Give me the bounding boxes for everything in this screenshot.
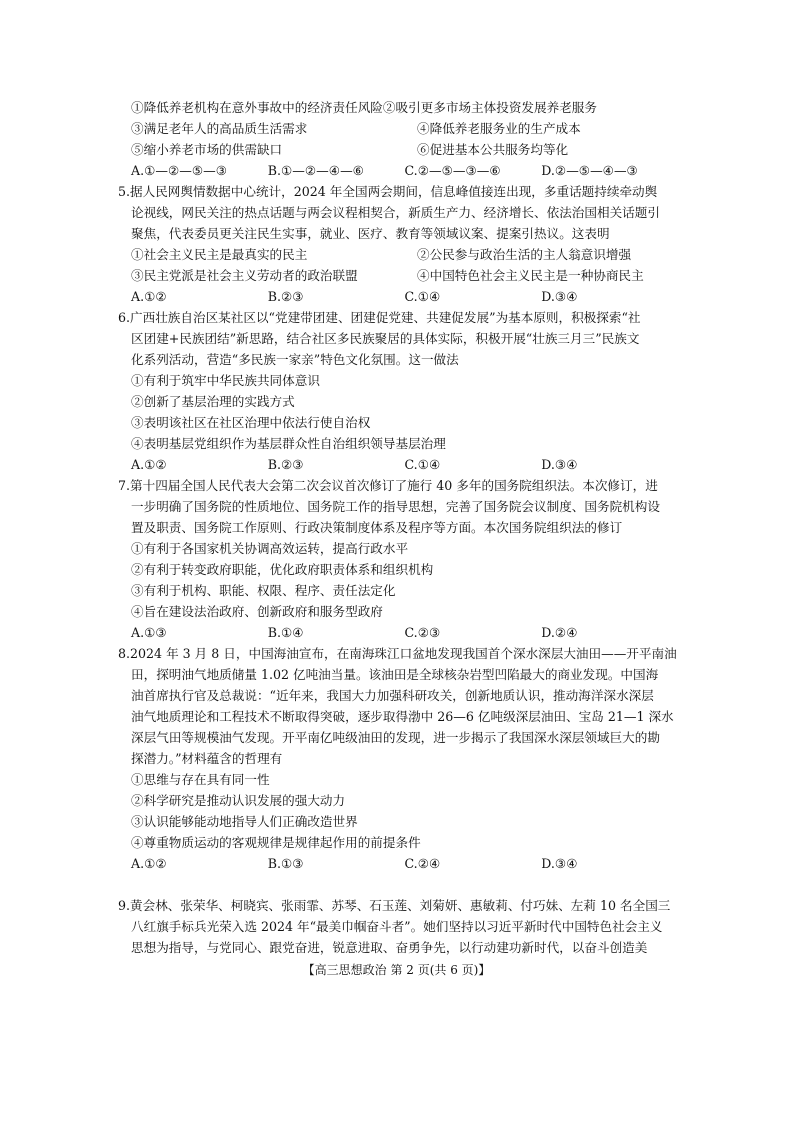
choice-a[interactable]: A.①② (131, 457, 167, 472)
statement: ③认识能够能动地指导人们正确改造世界 (131, 814, 358, 829)
question-stem-line: 油气地质理论和工程技术不断取得突破，逐步取得渤中 26—6 亿吨级深层油田、宝岛 21—1 深水 (131, 709, 674, 724)
question-stem-line: 探潜力。”材料蕴含的哲理有 (131, 751, 283, 766)
choice-c[interactable]: C.②③ (404, 625, 441, 640)
statement: ①有利于筑牢中华民族共同体意识 (131, 373, 320, 388)
choice-d[interactable]: D.③④ (541, 856, 578, 871)
question-stem-line: 区团建+民族团结”新思路，结合社区多民族聚居的具体实际，积极开展“壮族三月三”民族文 (131, 331, 640, 346)
statement: ①有利于各国家机关协调高效运转，提高行政水平 (131, 541, 409, 556)
question-stem-line: 思想为指导，与党同心、跟党奋进，锐意进取、奋勇争先，以行动建功新时代，以奋斗创造美 (131, 940, 648, 955)
question-9 (118, 895, 678, 958)
question-stem-line: 6.广西壮族自治区某社区以“党建带团建、团建促党建、共建促发展”为基本原则，积极探索“社 (118, 310, 641, 325)
page-footer: 【高三思想政治 第 2 页(共 6 页)】 (302, 963, 491, 977)
question-stem-line: 论视线，网民关注的热点话题与两会议程相契合，新质生产力、经济增长、依法治国相关话题引 (131, 205, 660, 220)
statement: ④降低养老服务业的生产成本 (417, 121, 581, 136)
choice-a[interactable]: A.①② (131, 856, 167, 871)
choice-row (118, 853, 678, 874)
statement: ①社会主义民主是最真实的民主 (131, 247, 308, 262)
statement: ②创新了基层治理的实践方式 (131, 394, 295, 409)
question-7 (118, 475, 678, 643)
choice-row (118, 160, 678, 181)
choice-b[interactable]: B.①—②—④—⑥ (267, 163, 364, 178)
statement: ①思维与存在具有同一性 (131, 772, 270, 787)
choice-a[interactable]: A.①③ (131, 625, 167, 640)
question-stem-line: 7.第十四届全国人民代表大会第二次会议首次修订了施行 40 多年的国务院组织法。本次修订，进 (118, 478, 658, 493)
statement-row (118, 139, 678, 160)
question-stem-line: 9.黄会林、张荣华、柯晓宾、张雨霏、苏琴、石玉莲、刘菊妍、惠敏莉、付巧妹、左莉 10 名全国三 (118, 898, 671, 913)
statement: ④中国特色社会主义民主是一种协商民主 (417, 268, 644, 283)
statement: ③满足老年人的高品质生活需求 (131, 121, 308, 136)
choice-b[interactable]: B.②③ (267, 457, 304, 472)
choice-d[interactable]: D.③④ (541, 289, 578, 304)
choice-a[interactable]: A.①② (131, 289, 167, 304)
choice-b[interactable]: B.②③ (267, 289, 304, 304)
statement: ②科学研究是推动认识发展的强大动力 (131, 793, 346, 808)
choice-a[interactable]: A.①—②—⑤—③ (131, 163, 228, 178)
choice-row (118, 622, 678, 643)
question-stem-line: 深层气田等规模油气发现。开平南亿吨级油田的发现，进一步揭示了我国深水深层领域巨大的勘 (131, 730, 660, 745)
statement: ⑥促进基本公共服务均等化 (417, 142, 569, 157)
question-stem-line: 油首席执行官及总裁说：“近年来，我国大力加强科研攻关，创新地质认识，推动海洋深水深层 (131, 688, 654, 703)
choice-b[interactable]: B.①④ (267, 625, 304, 640)
question-8 (118, 643, 678, 874)
choice-c[interactable]: C.②—⑤—③—⑥ (404, 163, 501, 178)
choice-c[interactable]: C.②④ (404, 856, 441, 871)
question-stem-line: 聚焦，代表委员更关注民生实事，就业、医疗、教育等领域议案、提案引热议。这表明 (131, 226, 610, 241)
choice-d[interactable]: D.③④ (541, 457, 578, 472)
question-stem-line: 置及职责、国务院工作原则、行政决策制度体系及程序等方面。本次国务院组织法的修订 (131, 520, 623, 535)
choice-c[interactable]: C.①④ (404, 457, 441, 472)
choice-c[interactable]: C.①④ (404, 289, 441, 304)
statement: ⑤缩小养老市场的供需缺口 (131, 142, 283, 157)
statement: ③有利于机构、职能、权限、程序、责任法定化 (131, 583, 396, 598)
choice-d[interactable]: D.②④ (541, 625, 578, 640)
choice-row (118, 286, 678, 307)
choice-b[interactable]: B.①③ (267, 856, 304, 871)
statement-row (118, 118, 678, 139)
question-stem-line: 化系列活动，营造“多民族一家亲”特色文化氛围。这一做法 (131, 352, 459, 367)
question-4-tail (118, 97, 678, 181)
question-stem-line: 八红旗手标兵光荣入选 2024 年“最美巾帼奋斗者”。她们坚持以习近平新时代中国特色社会主义 (131, 919, 663, 934)
statement-row (118, 244, 678, 265)
statement: ③表明该社区在社区治理中依法行使自治权 (131, 415, 371, 430)
question-stem-line: 一步明确了国务院的性质地位、国务院工作的指导思想，完善了国务院会议制度、国务院机构设 (131, 499, 660, 514)
statement: ④旨在建设法治政府、创新政府和服务型政府 (131, 604, 383, 619)
statement: ④尊重物质运动的客观规律是规律起作用的前提条件 (131, 835, 421, 850)
question-5 (118, 181, 678, 307)
statement: ④表明基层党组织作为基层群众性自治组织领导基层治理 (131, 436, 446, 451)
choice-row (118, 454, 678, 475)
question-stem-line: 5.据人民网舆情数据中心统计，2024 年全国两会期间，信息峰值接连出现，多重话题持续牵动舆 (118, 184, 658, 199)
statement-row: ①降低养老机构在意外事故中的经济责任风险②吸引更多市场主体投资发展养老服务 (131, 100, 597, 115)
question-stem-line: 8.2024 年 3 月 8 日，中国海油宣布，在南海珠江口盆地发现我国首个深水深层大油田——开平南油 (118, 646, 677, 661)
statement: ③民主党派是社会主义劳动者的政治联盟 (131, 268, 358, 283)
statement: ②公民参与政治生活的主人翁意识增强 (417, 247, 632, 262)
question-6 (118, 307, 678, 475)
statement-row (118, 265, 678, 286)
question-stem-line: 田，探明油气地质储量 1.02 亿吨油当量。该油田是全球核杂岩型凹陷最大的商业发现。中国海 (131, 667, 659, 682)
choice-d[interactable]: D.②—⑤—④—③ (541, 163, 638, 178)
statement: ②有利于转变政府职能，优化政府职责体系和组织机构 (131, 562, 434, 577)
